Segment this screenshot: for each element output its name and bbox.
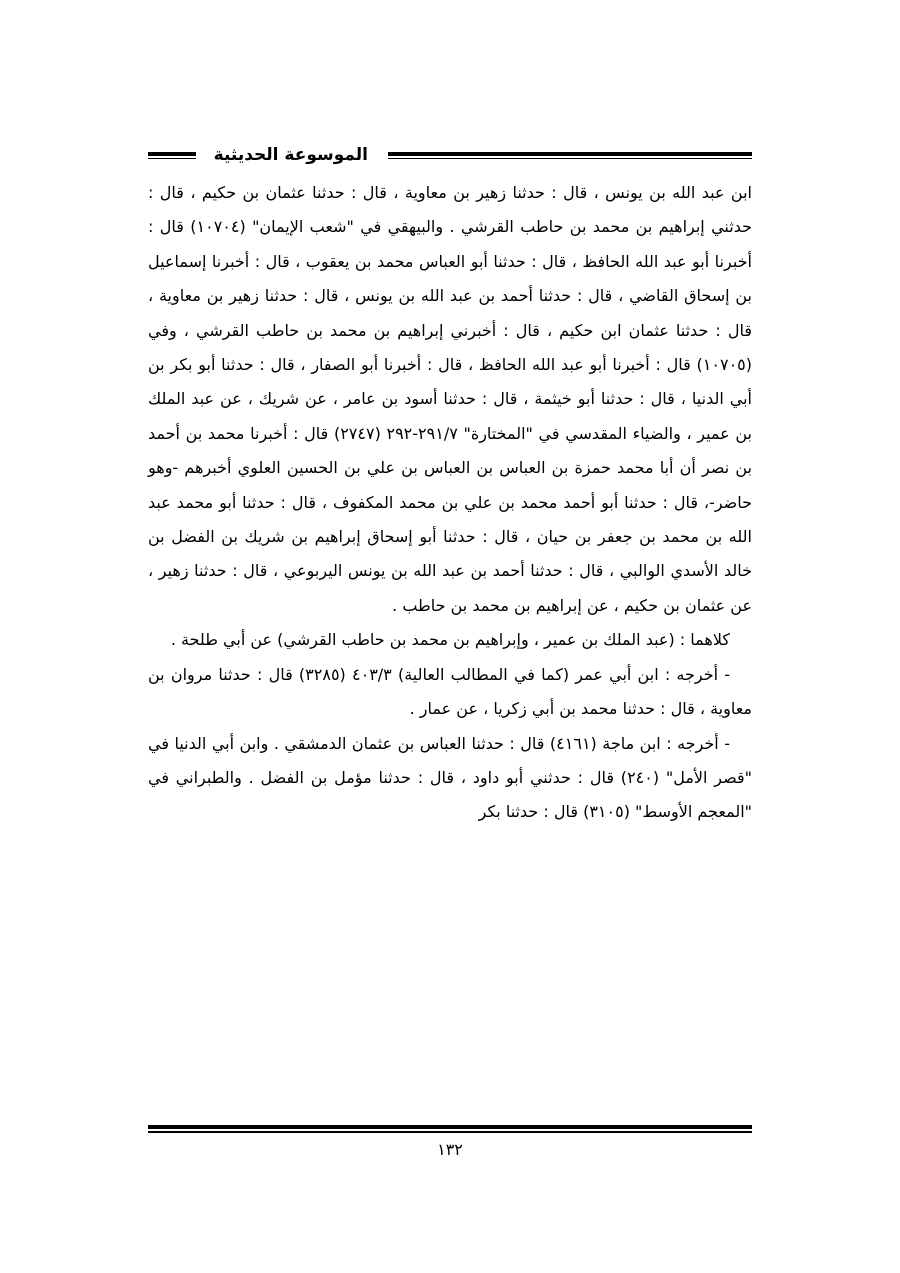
paragraph-isnad: ابن عبد الله بن يونس ، قال : حدثنا زهير بن معاوية ، قال : حدثنا عثمان بن حكيم ، قال : حدثني إبراهيم بن محمد بن حاطب القرشي . والبيهقي في "شعب الإيمان" (١٠٧٠٤) قال : أخبرنا أبو عبد الله الحافظ ، قال : حدثنا أبو العباس محمد بن يعقوب ، قال : أخبرنا إسماعيل بن إسحاق القاضي ، قال : حدثنا أحمد بن عبد الله بن يونس ، قال : حدثنا زهير بن معاوية ، قال : حدثنا عثمان ابن حكيم ، قال : أخبرني إبراهيم بن محمد بن حاطب القرشي ، وفي (١٠٧٠٥) قال : أخبرنا أبو عبد الله الحافظ ، قال : أخبرنا أبو الصفار ، قال : حدثنا أبو بكر بن أبي الدنيا ، قال : حدثنا أبو خيثمة ، قال : حدثنا أسود بن عامر ، عن شريك ، عن عبد الملك بن عمير ، والضياء المقدسي في "المختارة" ٢٩١/٧-٢٩٢ (٢٧٤٧) قال : أخبرنا محمد بن أحمد بن نصر أن أبا محمد حمزة بن العباس بن العباس بن علي بن الحسين العلوي أخبرهم -وهو حاضر-، قال : حدثنا أبو أحمد محمد بن علي بن محمد المكفوف ، قال : حدثنا أبو محمد عبد الله بن محمد بن جعفر بن حيان ، قال : حدثنا أبو إسحاق إبراهيم بن شريك بن الفضل بن خالد الأسدي الوالبي ، قال : حدثنا أحمد بن عبد الله بن يونس اليربوعي ، قال : حدثنا زهير ، عن عثمان بن حكيم ، عن إبراهيم بن محمد بن حاطب . <box>148 183 753 615</box>
paragraph-takhrij-1: - أخرجه : ابن أبي عمر (كما في المطالب العالية) ٤٠٣/٣ (٣٢٨٥) قال : حدثنا مروان بن معاوية ، قال : حدثنا محمد بن أبي زكريا ، عن عمار . <box>148 664 752 719</box>
page-number: ١٣٢ <box>437 1140 463 1159</box>
running-title: الموسوعة الحديثية <box>213 145 368 165</box>
header-rule-left <box>148 152 196 159</box>
header-rule-right <box>388 152 752 159</box>
paragraph-both: كلاهما : (عبد الملك بن عمير ، وإبراهيم بن محمد بن حاطب القرشي) عن أبي طلحة . <box>170 630 730 650</box>
paragraph-takhrij-2: - أخرجه : ابن ماجة (٤١٦١) قال : حدثنا العباس بن عثمان الدمشقي . وابن أبي الدنيا في "قصر الأمل" (٢٤٠) قال : حدثني أبو داود ، قال : حدثنا مؤمل بن الفضل . والطبراني في "المعجم الأوسط" (٣١٠٥) قال : حدثنا بكر <box>148 733 753 822</box>
page-body <box>148 176 752 830</box>
footer-rule <box>148 1125 752 1133</box>
page-header <box>148 140 752 170</box>
